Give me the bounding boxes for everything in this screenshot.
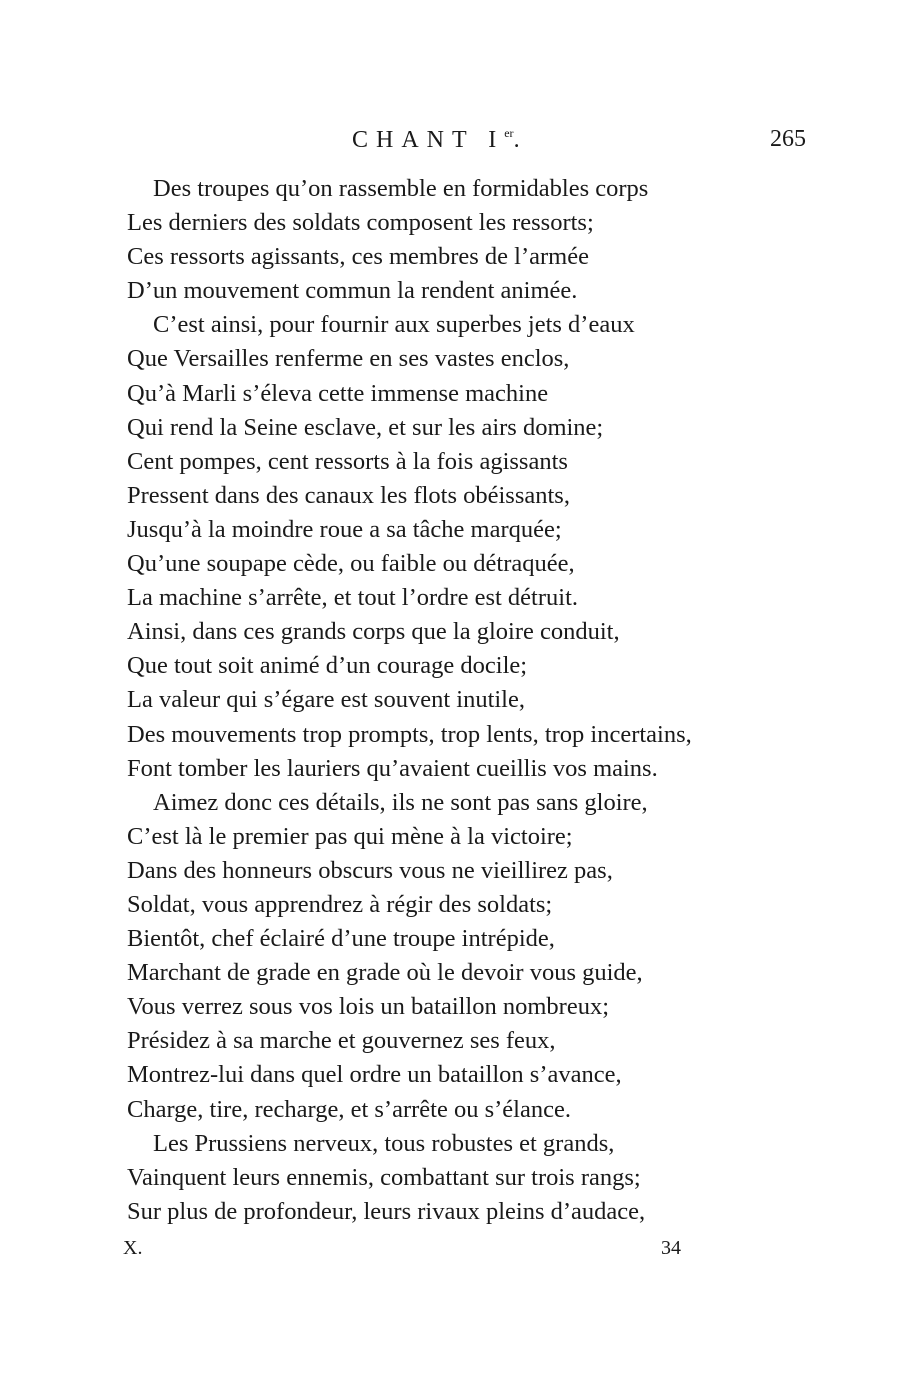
verse-line: Les Prussiens nerveux, tous robustes et grands, <box>153 1129 615 1157</box>
verse-line: C’est là le premier pas qui mène à la victoire; <box>127 822 573 850</box>
verse-line: Charge, tire, recharge, et s’arrête ou s’élance. <box>127 1095 571 1123</box>
verse-line: Vainquent leurs ennemis, combattant sur trois rangs; <box>127 1163 641 1191</box>
running-head <box>0 126 900 160</box>
verse-line: Qu’à Marli s’éleva cette immense machine <box>127 379 549 407</box>
poem-verses <box>127 172 827 1229</box>
page-footer <box>0 1237 900 1267</box>
chant-title <box>352 126 528 154</box>
chant-period: . <box>513 127 528 153</box>
chant-name: CHANT I <box>352 127 505 153</box>
verse-line: Marchant de grade en grade où le devoir vous guide, <box>127 959 643 987</box>
verse-line: D’un mouvement commun la rendent animée. <box>127 277 578 305</box>
sheet-number: 34 <box>661 1237 681 1259</box>
verse-line: Ainsi, dans ces grands corps que la gloire conduit, <box>127 618 620 646</box>
verse-line: Qui rend la Seine esclave, et sur les airs domine; <box>127 413 604 441</box>
verse-line: Cent pompes, cent ressorts à la fois agissants <box>127 447 568 475</box>
verse-line: Pressent dans des canaux les flots obéissants, <box>127 481 570 509</box>
verse-line: Dans des honneurs obscurs vous ne vieillirez pas, <box>127 856 613 884</box>
chant-superscript: er <box>504 126 514 140</box>
verse-line: Aimez donc ces détails, ils ne sont pas sans gloire, <box>153 788 648 816</box>
verse-line: Que Versailles renferme en ses vastes enclos, <box>127 345 570 373</box>
verse-line: C’est ainsi, pour fournir aux superbes jets d’eaux <box>153 311 635 339</box>
verse-line: Font tomber les lauriers qu’avaient cueillis vos mains. <box>127 754 658 782</box>
verse-line: Sur plus de profondeur, leurs rivaux pleins d’audace, <box>127 1197 646 1225</box>
verse-line: Des troupes qu’on rassemble en formidables corps <box>153 175 649 202</box>
verse-line: Des mouvements trop prompts, trop lents, trop incertains, <box>127 720 692 748</box>
verse-line: Qu’une soupape cède, ou faible ou détraquée, <box>127 550 575 578</box>
verse-line: Ces ressorts agissants, ces membres de l’armée <box>127 243 589 271</box>
verse-line: Présidez à sa marche et gouvernez ses feux, <box>127 1027 556 1055</box>
page-number: 265 <box>770 126 806 152</box>
signature-mark: X. <box>123 1237 143 1259</box>
verse-line: Les derniers des soldats composent les ressorts; <box>127 209 594 237</box>
verse-line: Vous verrez sous vos lois un bataillon nombreux; <box>127 993 610 1021</box>
verse-line: Jusqu’à la moindre roue a sa tâche marquée; <box>127 515 562 543</box>
verse-line: La valeur qui s’égare est souvent inutile, <box>127 686 525 714</box>
verse-line: La machine s’arrête, et tout l’ordre est détruit. <box>127 584 579 612</box>
verse-line: Que tout soit animé d’un courage docile; <box>127 652 528 680</box>
verse-line: Montrez-lui dans quel ordre un bataillon s’avance, <box>127 1061 622 1089</box>
verse-line: Bientôt, chef éclairé d’une troupe intrépide, <box>127 925 555 953</box>
verse-line: Soldat, vous apprendrez à régir des soldats; <box>127 890 553 918</box>
